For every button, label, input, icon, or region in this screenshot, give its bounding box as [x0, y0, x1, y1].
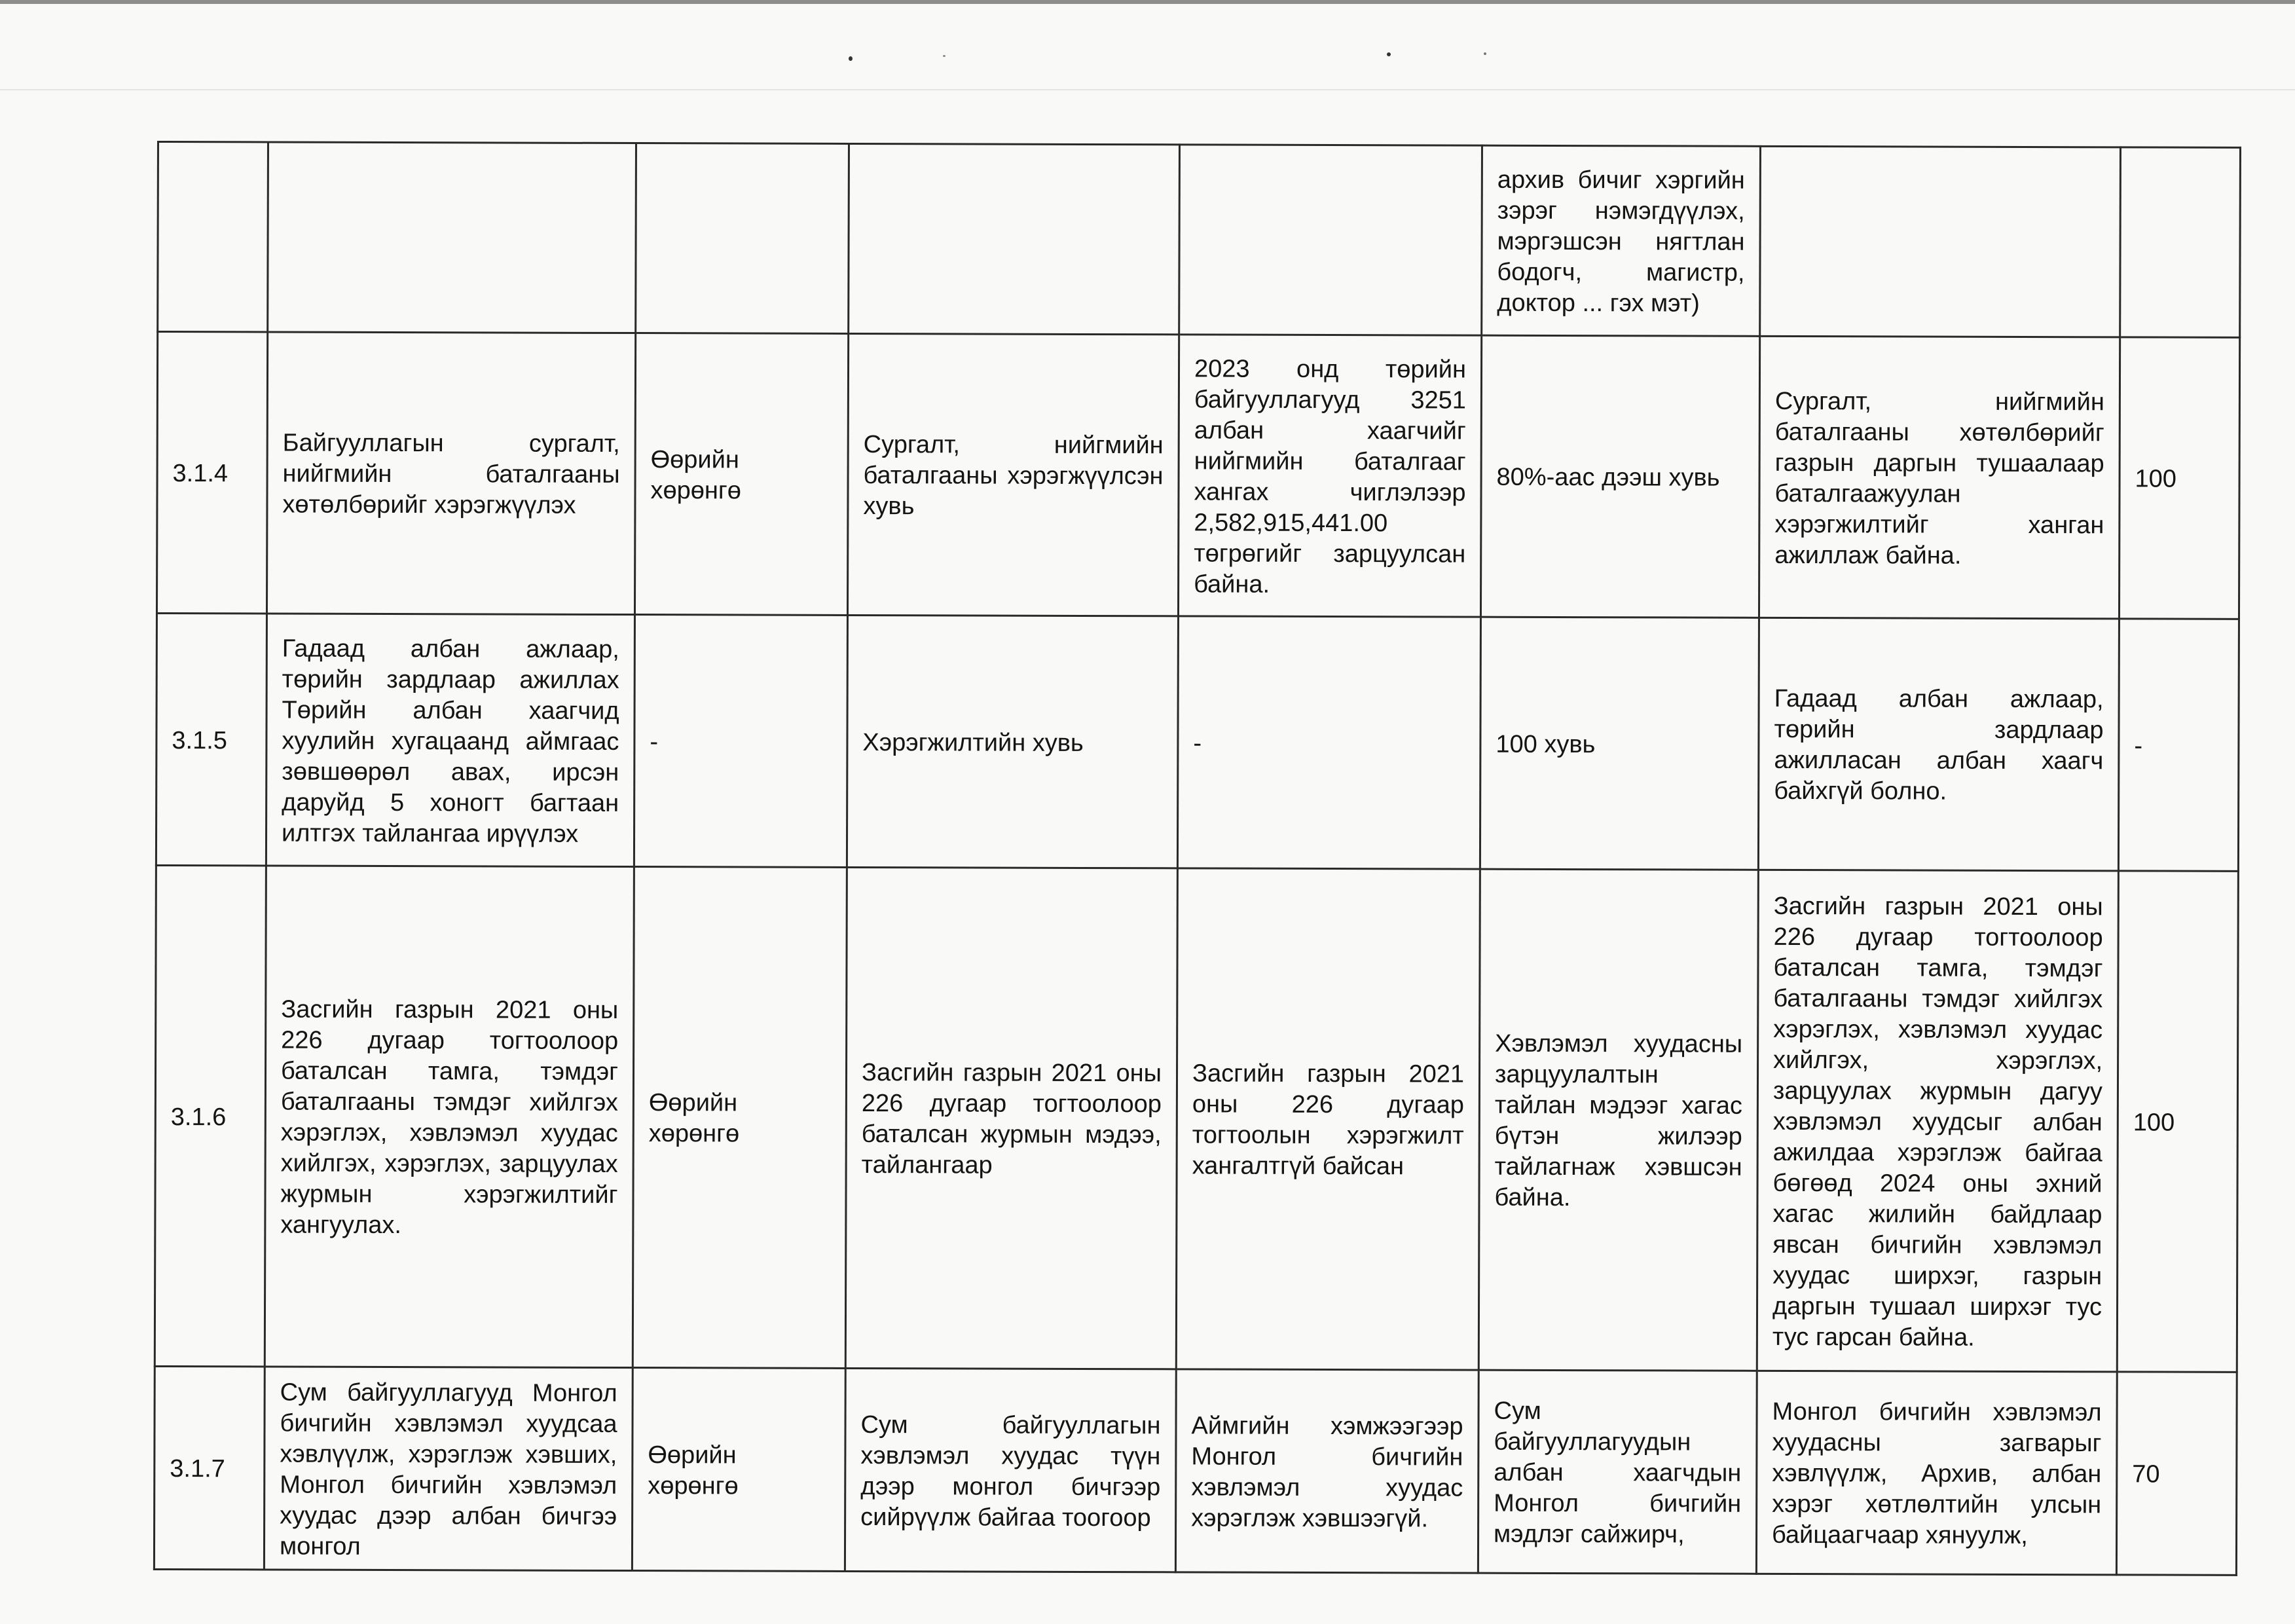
row-number-cell: 3.1.5: [156, 614, 266, 866]
row-number-cell: 3.1.6: [155, 865, 266, 1366]
target-cell: 100 хувь: [1480, 617, 1759, 870]
indicator-cell: [849, 143, 1180, 334]
activity-cell: Гадаад албан ажлаар, төрийн зардлаар ажиллах Төрийн албан хаагчид хуулийн хугацаанд аймгаас зөвшөөрөл авах, ирсэн даруйд 5 хоногт багтаан илтгэх тайлангаа ирүүлэх: [266, 614, 634, 867]
target-cell: архив бичиг хэргийн зэрэг нэмэгдүүлэх, мэргэшсэн нягтлан бодогч, магистр, доктор ... гэх мэт): [1482, 145, 1761, 336]
scan-speck: [943, 55, 946, 57]
baseline-cell: Аймгийн хэмжээгээр Монгол бичгийн хэвлэмэл хуудас хэрэглэж хэвшээгүй.: [1175, 1369, 1478, 1573]
baseline-cell: [1179, 145, 1482, 335]
indicator-cell: Засгийн газрын 2021 оны 226 дугаар тогтоолоор баталсан журмын мэдээ, тайлангаар: [845, 867, 1177, 1369]
indicator-cell: Сум байгууллагын хэвлэмэл хуудас түүн дээр монгол бичгээр сийрүүлж байгаа тоогоор: [845, 1368, 1176, 1572]
scan-speck: [849, 56, 853, 61]
score-cell: -: [2118, 619, 2239, 872]
activity-cell: Байгууллагын сургалт, нийгмийн баталгааны хөтөлбөрийг хэрэгжүүлэх: [266, 332, 635, 615]
activity-cell: [268, 142, 636, 333]
table-row: [155, 865, 2238, 1372]
score-cell: [2120, 147, 2241, 338]
table-row: [158, 142, 2241, 338]
target-cell: Сум байгууллагуудын албан хаагчдын Монгол бичгийн мэдлэг сайжирч,: [1478, 1370, 1757, 1574]
indicator-cell: Хэрэгжилтийн хувь: [847, 615, 1178, 868]
scan-header-line: [0, 89, 2295, 90]
table-row: [156, 614, 2239, 872]
row-number-cell: 3.1.7: [154, 1366, 265, 1569]
plan-report-table: [153, 141, 2241, 1576]
target-cell: Хэвлэмэл хуудасны зарцуулалтын тайлан мэдээг хагас бүтэн жилээр тайлагнаж хэвшсэн байна.: [1478, 869, 1758, 1371]
progress-cell: [1760, 146, 2121, 337]
scan-speck: [1484, 52, 1486, 55]
progress-cell: Гадаад албан ажлаар, төрийн зардлаар ажилласан албан хаагч байхгүй болно.: [1758, 618, 2119, 871]
funding-cell: -: [634, 615, 847, 868]
score-cell: 100: [2117, 871, 2238, 1373]
funding-cell: [636, 143, 849, 334]
funding-cell: Өөрийн хөрөнгө: [633, 867, 847, 1369]
score-cell: 100: [2119, 337, 2239, 619]
activity-cell: Сум байгууллагууд Монгол бичгийн хэвлэмэл хуудсаа хэвлүүлж, хэрэглэж хэвших, Монгол бичгийн хэвлэмэл хуудас дээр албан бичгээ монгол: [264, 1367, 633, 1571]
scan-top-border: [0, 0, 2295, 4]
baseline-cell: 2023 онд төрийн байгууллагууд 3251 албан хаагчийг нийгмийн баталгааг хангах чиглэлээр 2,582,915,441.00 төгрөгийг зарцуулсан байна.: [1178, 335, 1481, 617]
indicator-cell: Сургалт, нийгмийн баталгааны хэрэгжүүлсэн хувь: [847, 333, 1179, 616]
row-number-cell: [158, 142, 268, 332]
baseline-cell: Засгийн газрын 2021 оны 226 дугаар тогтоолын хэрэгжилт хангалтгүй байсан: [1176, 868, 1480, 1370]
target-cell: 80%-аас дээш хувь: [1480, 335, 1759, 618]
progress-cell: Монгол бичгийн хэвлэмэл хуудасны загварыг хэвлүүлж, Архив, албан хэрэг хөтлөлтийн улсын байцаагчаар хянуулж,: [1756, 1371, 2117, 1575]
scan-speck: [1387, 52, 1391, 56]
row-number-cell: 3.1.4: [156, 332, 267, 614]
activity-cell: Засгийн газрын 2021 оны 226 дугаар тогтоолоор баталсан тамга, тэмдэг баталгааны тэмдэг хийлгэх хэрэглэх, хэвлэмэл хуудас хийлгэх, хэрэглэх, зарцуулах журмын хэрэгжилтийг хангуулах.: [265, 866, 634, 1368]
score-cell: 70: [2116, 1372, 2237, 1576]
funding-cell: Өөрийн хөрөнгө: [632, 1368, 845, 1572]
funding-cell: Өөрийн хөрөнгө: [634, 333, 848, 616]
progress-cell: Засгийн газрын 2021 оны 226 дугаар тогтоолоор баталсан тамга, тэмдэг баталгааны тэмдэг хийлгэх хэрэглэх, хэвлэмэл хуудас хийлгэх, хэрэглэх, зарцуулах журмын дагуу хэвлэмэл хуудсыг албан ажилдаа хэрэглэж байгаа бөгөөд 2024 оны эхний хагас жилийн байдлаар явсан бичгийн хэвлэмэл хуудас ширхэг, газрын даргын тушаал ширхэг тус тус гарсан байна.: [1757, 870, 2118, 1372]
table-row: [154, 1366, 2237, 1575]
table-row: [156, 332, 2239, 619]
baseline-cell: -: [1177, 616, 1480, 869]
progress-cell: Сургалт, нийгмийн баталгааны хөтөлбөрийг газрын даргын тушаалаар баталгаажуулан хэрэгжилтийг ханган ажиллаж байна.: [1759, 336, 2120, 619]
